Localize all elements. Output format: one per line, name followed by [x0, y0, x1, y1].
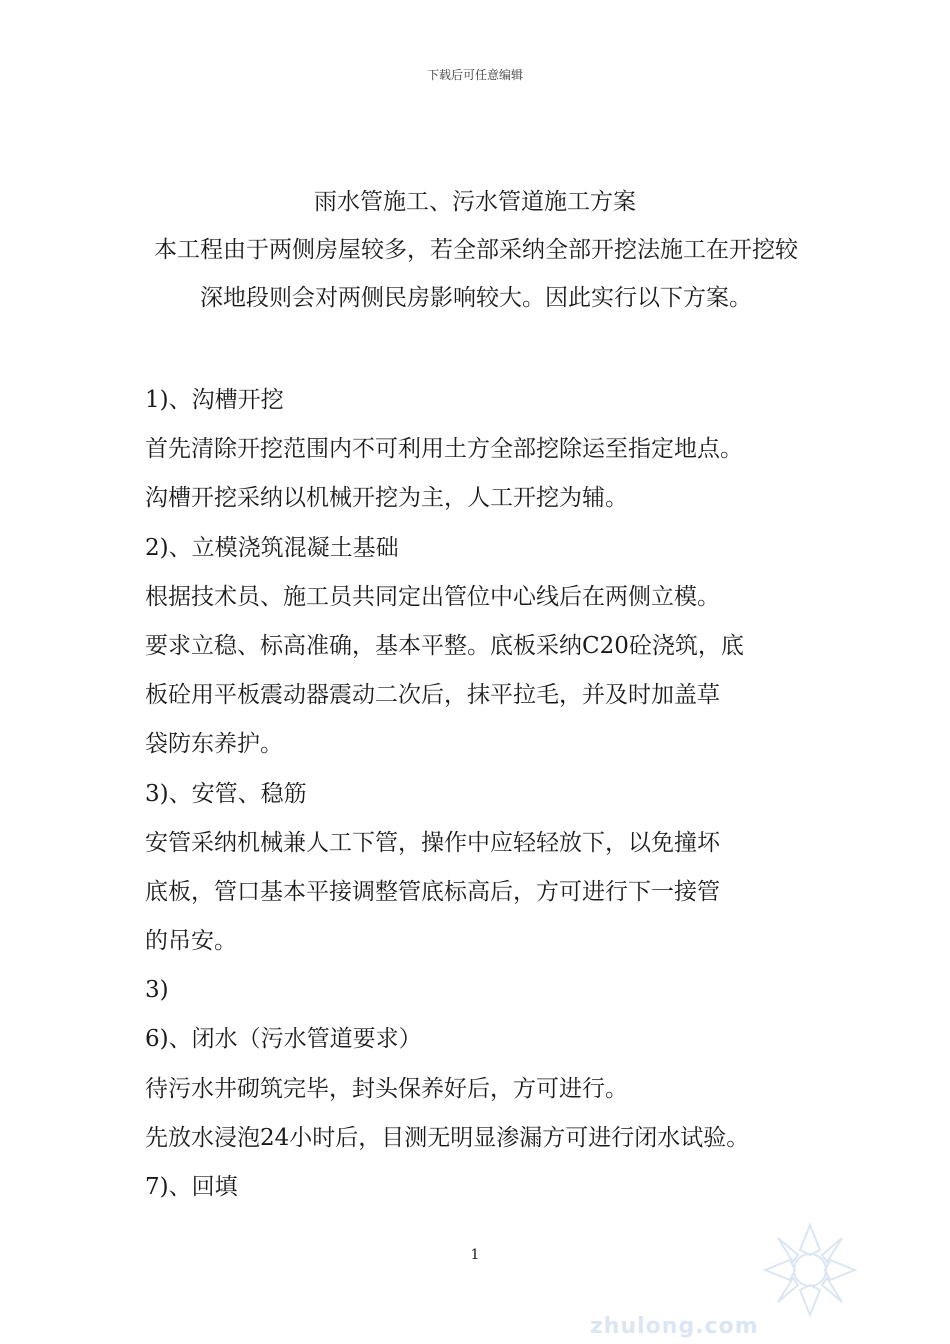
body-line: 袋防东养护。: [145, 731, 283, 758]
page-number: 1: [470, 1247, 480, 1263]
watermark-text: zhulong.com: [590, 1314, 759, 1339]
page-header: 下载后可任意编辑: [426, 68, 523, 82]
body-line: 板砼用平板震动器震动二次后，抹平拉毛，并及时加盖草: [145, 682, 720, 709]
document-body: [145, 376, 825, 1212]
section-heading-7: 7)、回填: [145, 1174, 238, 1200]
section-heading-3b: 3): [145, 977, 169, 1004]
section-heading-3: 3)、安管、稳筋: [145, 780, 307, 807]
document-title: 雨水管施工、污水管道施工方案: [314, 189, 636, 215]
watermark-logo-icon: [735, 1205, 895, 1335]
body-line: 要求立稳、标高准确，基本平整。底板采纳C20砼浇筑，底: [145, 632, 744, 659]
body-line: 待污水井砌筑完毕，封头保养好后，方可进行。: [145, 1075, 628, 1102]
body-line: 根据技术员、施工员共同定出管位中心线后在两侧立模。: [145, 583, 720, 610]
intro-paragraph: 本工程由于两侧房屋较多，若全部采纳全部开挖法施工在开挖较深地段则会对两侧民房影响较大。因此实行以下方案。: [154, 237, 798, 311]
body-line: 首先清除开挖范围内不可利用土方全部挖除运至指定地点。: [145, 436, 743, 463]
section-heading-6: 6)、闭水（污水管道要求）: [145, 1026, 422, 1053]
body-line: 沟槽开挖采纳以机械开挖为主，人工开挖为辅。: [145, 485, 628, 512]
body-line: 先放水浸泡24小时后，目测无明显渗漏方可进行闭水试验。: [145, 1124, 750, 1151]
body-line: 安管采纳机械兼人工下管，操作中应轻轻放下，以免撞坏: [145, 829, 720, 856]
section-heading-1: 1)、沟槽开挖: [145, 387, 284, 413]
body-line: 的吊安。: [145, 928, 237, 955]
body-line: 底板，管口基本平接调整管底标高后，方可进行下一接管: [145, 878, 720, 905]
section-heading-2: 2)、立模浇筑混凝土基础: [145, 534, 399, 561]
